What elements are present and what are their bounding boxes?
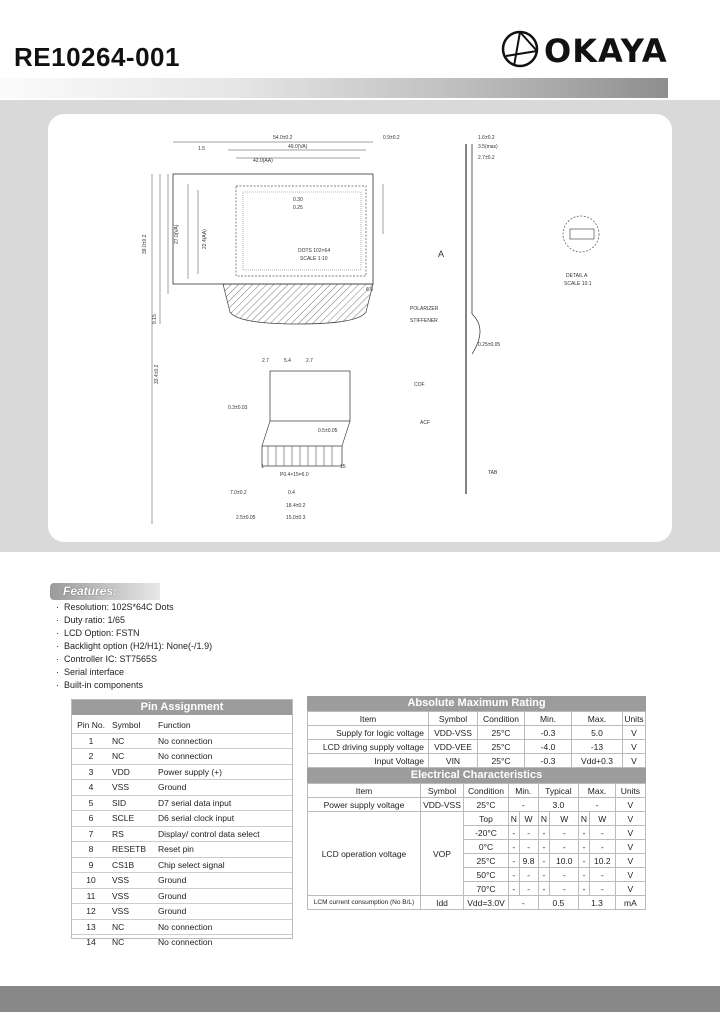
table-cell: 2 xyxy=(72,749,110,765)
dim-top-2: 42.0(AA) xyxy=(253,158,273,164)
dim-side-0: 39.0±0.2 xyxy=(142,234,148,254)
list-item: · Duty ratio: 1/65 xyxy=(56,614,212,627)
table-cell: Ground xyxy=(156,888,292,904)
table-cell: mA xyxy=(615,896,645,910)
table-cell: V xyxy=(623,740,646,754)
table-cell: 25°C xyxy=(478,754,525,768)
table-cell: Item xyxy=(308,712,429,726)
table-cell: VIN xyxy=(429,754,478,768)
table-cell: Top xyxy=(464,812,509,826)
table-cell: - xyxy=(579,798,616,812)
table-cell: 0°C xyxy=(464,840,509,854)
table-row xyxy=(72,842,292,858)
table-cell: RESETB xyxy=(110,842,156,858)
table-cell: - xyxy=(579,854,590,868)
page-title: RE10264-001 xyxy=(14,42,180,72)
table-cell: Symbol xyxy=(429,712,478,726)
table-cell: V xyxy=(615,812,645,826)
detail-a-circle xyxy=(563,216,599,252)
table-cell: 11 xyxy=(72,888,110,904)
table-cell: - xyxy=(509,798,539,812)
label-acf: ACF xyxy=(420,420,430,426)
table-cell: Max. xyxy=(572,712,623,726)
table-row xyxy=(72,904,292,920)
table-cell: VDD xyxy=(110,764,156,780)
tail-dim-1: 5.4 xyxy=(284,358,291,364)
table-cell: NC xyxy=(110,749,156,765)
list-item: · LCD Option: FSTN xyxy=(56,627,212,640)
table-cell: N xyxy=(509,812,520,826)
label-thickness: 0.25±0.05 xyxy=(478,342,501,348)
table-header-row xyxy=(308,784,646,798)
table-cell: 3.0 xyxy=(538,798,579,812)
table-cell: No connection xyxy=(156,749,292,765)
table-cell: 9.8 xyxy=(519,854,538,868)
footer-bar xyxy=(0,986,720,1012)
list-item: · Resolution: 102S*64C Dots xyxy=(56,601,212,614)
table-row xyxy=(308,726,646,740)
tail-dim-10: 2.5±0.05 xyxy=(236,515,256,521)
table-header-row xyxy=(72,718,292,733)
tail-dim-5: P0.4×15=6.0 xyxy=(280,472,309,478)
table-cell: NC xyxy=(110,919,156,935)
table-cell: - xyxy=(589,840,615,854)
table-cell: D6 serial clock input xyxy=(156,811,292,827)
table-cell: Ground xyxy=(156,904,292,920)
table-cell: Vdd+0.3 xyxy=(572,754,623,768)
table-cell: V xyxy=(623,754,646,768)
table-cell: V xyxy=(623,726,646,740)
table-cell: - xyxy=(509,840,520,854)
dim-right-1: 3.5(max) xyxy=(478,144,498,150)
tail-dim-11: 33.4±0.2 xyxy=(154,364,160,384)
table-cell: - xyxy=(509,882,520,896)
table-cell: Power supply voltage xyxy=(308,798,421,812)
pin-assignment-panel xyxy=(71,699,293,948)
table-cell: CS1B xyxy=(110,857,156,873)
table-cell: 1 xyxy=(72,733,110,749)
dim-right-2: 2.7±0.2 xyxy=(478,155,495,161)
table-header-row xyxy=(308,712,646,726)
table-cell: No connection xyxy=(156,919,292,935)
table-row xyxy=(308,798,646,812)
table-cell: Min. xyxy=(509,784,539,798)
table-cell: - xyxy=(550,868,579,882)
table-cell: 6 xyxy=(72,811,110,827)
table-cell: 25°C xyxy=(478,740,525,754)
dim-top-1: 49.0(VA) xyxy=(288,144,308,150)
list-item: · Backlight option (H2/H1): None(-/1.9) xyxy=(56,640,212,653)
table-cell: 25°C xyxy=(478,726,525,740)
table-cell: - xyxy=(509,868,520,882)
table-cell: Power supply (+) xyxy=(156,764,292,780)
table-cell: VSS xyxy=(110,780,156,796)
table-cell: 0.5 xyxy=(538,896,579,910)
table-row xyxy=(72,857,292,873)
table-cell: Ground xyxy=(156,780,292,796)
table-row xyxy=(308,812,646,826)
pin-assignment-heading: Pin Assignment xyxy=(72,700,292,715)
table-cell: VOP xyxy=(421,812,464,896)
table-cell: - xyxy=(589,882,615,896)
logo-text: OKAYA xyxy=(544,32,668,70)
table-row xyxy=(72,919,292,935)
table-cell: 9 xyxy=(72,857,110,873)
dim-right-5: 6.0 xyxy=(366,287,373,293)
table-cell: V xyxy=(615,840,645,854)
label-polarizer: POLARIZER xyxy=(410,306,439,312)
table-cell: Units xyxy=(624,713,644,724)
dim-top-3: 0.9±0.2 xyxy=(383,135,400,141)
scale-note: SCALE 1:10 xyxy=(300,256,328,262)
table-cell: Idd xyxy=(421,896,464,910)
dim-side-4: 1.5 xyxy=(198,146,205,152)
label-tab: TAB xyxy=(488,470,498,476)
table-cell: - xyxy=(579,882,590,896)
table-cell: Condition xyxy=(464,784,509,798)
table-cell: - xyxy=(509,826,520,840)
table-cell: 5 xyxy=(72,795,110,811)
tail-dim-7: 0.4 xyxy=(288,490,295,496)
dot-note: DOTS 102×64 xyxy=(298,248,331,254)
list-item: · Built-in components xyxy=(56,679,212,692)
table-cell: 1.3 xyxy=(579,896,616,910)
table-cell: V xyxy=(615,868,645,882)
features-list xyxy=(56,601,212,692)
column-header: Pin No. xyxy=(77,720,105,731)
tail-dim-9: 15.0±0.3 xyxy=(286,515,306,521)
table-cell: LCD driving supply voltage xyxy=(308,740,429,754)
table-cell: - xyxy=(519,840,538,854)
table-cell: VDD-VSS xyxy=(429,726,478,740)
table-cell: No connection xyxy=(156,935,292,950)
table-cell: - xyxy=(538,840,550,854)
table-cell: - xyxy=(550,826,579,840)
dim-side-3: 9.15 xyxy=(152,314,158,324)
table-cell: Input Voltage xyxy=(308,754,429,768)
table-cell: LCM current consumption (No B/L) xyxy=(308,896,421,910)
pin-mark-15: 15 xyxy=(340,464,346,470)
table-row xyxy=(72,811,292,827)
table-cell: RS xyxy=(110,826,156,842)
table-cell: 10.0 xyxy=(550,854,579,868)
list-item: · Controller IC: ST7565S xyxy=(56,653,212,666)
table-cell: Typical xyxy=(538,784,579,798)
column-header: Symbol xyxy=(112,720,141,731)
tail-dim-0: 2.7 xyxy=(262,358,269,364)
detail-scale: SCALE 10:1 xyxy=(564,281,592,287)
table-cell: -4.0 xyxy=(525,740,572,754)
table-cell: - xyxy=(538,826,550,840)
table-cell: - xyxy=(579,826,590,840)
label-stiffener: STIFFENER xyxy=(410,318,438,324)
table-cell: - xyxy=(519,826,538,840)
table-cell: - xyxy=(509,854,520,868)
table-row xyxy=(308,754,646,768)
table-cell: V xyxy=(615,854,645,868)
detail-label: DETAIL A xyxy=(566,273,588,279)
table-row xyxy=(308,896,646,910)
table-cell: - xyxy=(519,882,538,896)
table-cell: 8 xyxy=(72,842,110,858)
hatched-region xyxy=(223,284,373,324)
table-cell: Max. xyxy=(579,784,616,798)
table-cell: Vdd=3.0V xyxy=(464,896,509,910)
table-cell: N xyxy=(538,812,550,826)
label-a: A xyxy=(438,249,445,259)
table-cell: 14 xyxy=(72,935,110,950)
table-cell: - xyxy=(579,840,590,854)
table-row xyxy=(308,740,646,754)
table-cell: - xyxy=(589,868,615,882)
table-cell: Supply for logic voltage xyxy=(308,726,429,740)
table-cell: - xyxy=(550,840,579,854)
table-cell: -20°C xyxy=(464,826,509,840)
table-cell: Reset pin xyxy=(156,842,292,858)
table-cell: W xyxy=(519,812,538,826)
table-cell: Display/ control data select xyxy=(156,826,292,842)
table-cell: D7 serial data input xyxy=(156,795,292,811)
okaya-logo xyxy=(500,26,710,72)
pin-assignment-table xyxy=(72,718,292,950)
tail-dim-2: 2.7 xyxy=(306,358,313,364)
table-cell: - xyxy=(519,868,538,882)
table-cell: SCLE xyxy=(110,811,156,827)
table-cell: SID xyxy=(110,795,156,811)
table-cell: 10.2 xyxy=(589,854,615,868)
table-cell: Item xyxy=(308,784,421,798)
table-cell: VSS xyxy=(110,873,156,889)
tail-dim-3: 0.3±0.03 xyxy=(228,405,248,411)
table-cell: - xyxy=(538,882,550,896)
table-cell: 5.0 xyxy=(572,726,623,740)
table-cell: Condition xyxy=(478,712,525,726)
table-cell: - xyxy=(538,854,550,868)
table-cell: NC xyxy=(110,733,156,749)
table-cell: VDD-VSS xyxy=(421,798,464,812)
table-cell: VDD-VEE xyxy=(429,740,478,754)
logo-mark-icon xyxy=(500,26,544,72)
table-cell: NC xyxy=(110,935,156,950)
table-cell: -13 xyxy=(572,740,623,754)
table-cell: - xyxy=(550,882,579,896)
table-cell: 10 xyxy=(72,873,110,889)
table-cell: 50°C xyxy=(464,868,509,882)
table-cell: 25°C xyxy=(464,798,509,812)
tail-dim-8: 18.4±0.2 xyxy=(286,503,306,509)
table-cell: VSS xyxy=(110,888,156,904)
electrical-table xyxy=(307,783,646,910)
table-cell: Symbol xyxy=(421,784,464,798)
table-cell: W xyxy=(550,812,579,826)
table-row xyxy=(72,795,292,811)
table-cell: V xyxy=(615,798,645,812)
pin-mark-1: 1 xyxy=(261,464,264,470)
table-cell: W xyxy=(589,812,615,826)
column-header: Function xyxy=(158,720,191,731)
label-cof: COF xyxy=(414,382,425,388)
table-row xyxy=(72,764,292,780)
table-cell: - xyxy=(538,868,550,882)
electrical-heading: Electrical Characteristics xyxy=(307,768,646,783)
table-row xyxy=(72,888,292,904)
table-cell: V xyxy=(615,826,645,840)
table-cell: 7 xyxy=(72,826,110,842)
table-cell: - xyxy=(589,826,615,840)
table-row xyxy=(72,733,292,749)
table-row xyxy=(72,873,292,889)
absolute-max-heading: Absolute Maximum Rating xyxy=(307,696,646,711)
table-cell: V xyxy=(615,882,645,896)
table-cell: - xyxy=(509,896,539,910)
table-row xyxy=(72,780,292,796)
panel-outline xyxy=(173,174,373,284)
table-cell: -0.3 xyxy=(525,754,572,768)
table-cell: -0.3 xyxy=(525,726,572,740)
table-cell: Chip select signal xyxy=(156,857,292,873)
table-cell: 25°C xyxy=(464,854,509,868)
table-row xyxy=(72,749,292,765)
dim-right-0: 1.6±0.2 xyxy=(478,135,495,141)
table-cell: - xyxy=(579,868,590,882)
table-cell: N xyxy=(579,812,590,826)
tail-dim-6: 7.0±0.2 xyxy=(230,490,247,496)
table-cell: Units xyxy=(615,784,645,798)
dim-side-2: 22.4(AA) xyxy=(202,229,208,249)
table-cell: Ground xyxy=(156,873,292,889)
mechanical-drawing xyxy=(48,114,672,542)
table-row xyxy=(72,826,292,842)
table-row xyxy=(72,935,292,950)
fpc-tail xyxy=(270,371,350,421)
table-cell: Min. xyxy=(525,712,572,726)
header-gradient-bar xyxy=(0,78,668,98)
table-cell: 4 xyxy=(72,780,110,796)
table-cell: VSS xyxy=(110,904,156,920)
dim-top-0: 54.0±0.2 xyxy=(273,135,293,141)
features-heading: Features: xyxy=(50,583,160,600)
list-item: · Serial interface xyxy=(56,666,212,679)
table-cell: 70°C xyxy=(464,882,509,896)
tail-dim-4: 0.5±0.05 xyxy=(318,428,338,434)
table-cell: 13 xyxy=(72,919,110,935)
table-cell: 12 xyxy=(72,904,110,920)
dim-right-3: 0.30 xyxy=(293,197,303,203)
table-cell: LCD operation voltage xyxy=(308,812,421,896)
table-cell: 3 xyxy=(72,764,110,780)
dim-side-1: 27.0(VA) xyxy=(174,224,180,244)
table-cell: No connection xyxy=(156,733,292,749)
dim-right-4: 0.25 xyxy=(293,205,303,211)
absolute-max-table xyxy=(307,711,646,768)
